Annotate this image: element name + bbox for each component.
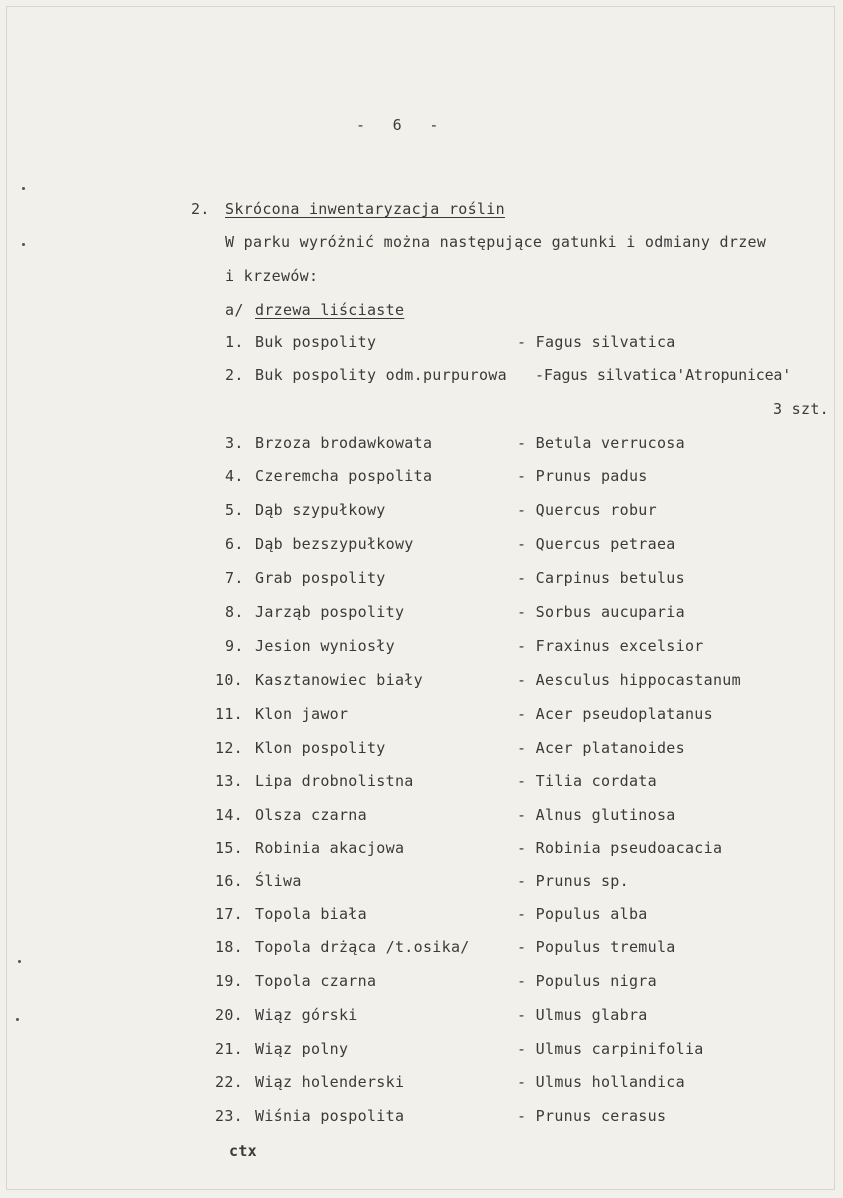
species-number: 6. — [225, 535, 244, 553]
species-number: 20. — [215, 1006, 243, 1024]
species-number: 21. — [215, 1040, 243, 1058]
species-number: 8. — [225, 603, 244, 621]
species-number: 16. — [215, 872, 243, 890]
species-latin-name: - Populus tremula — [517, 938, 676, 956]
species-polish-name: Lipa drobnolistna — [255, 772, 414, 790]
species-latin-name: - Carpinus betulus — [517, 569, 685, 587]
species-polish-name: Grab pospolity — [255, 569, 386, 587]
species-number: 14. — [215, 806, 243, 824]
species-polish-name: Czeremcha pospolita — [255, 467, 433, 485]
species-number: 18. — [215, 938, 243, 956]
species-number: 15. — [215, 839, 243, 857]
species-latin-name: - Tilia cordata — [517, 772, 657, 790]
species-polish-name: Topola czarna — [255, 972, 377, 990]
species-polish-name: Buk pospolity odm.purpurowa — [255, 366, 507, 384]
species-number: 11. — [215, 705, 243, 723]
species-polish-name: Topola biała — [255, 905, 367, 923]
species-polish-name: Olsza czarna — [255, 806, 367, 824]
intro-line-1: W parku wyróżnić można następujące gatunki i odmiany drzew — [225, 233, 767, 251]
species-latin-name: - Ulmus glabra — [517, 1006, 648, 1024]
species-latin-name: - Betula verrucosa — [517, 434, 685, 452]
species-polish-name: Robinia akacjowa — [255, 839, 405, 857]
species-number: 1. — [225, 333, 244, 351]
species-latin-name: - Ulmus carpinifolia — [517, 1040, 704, 1058]
species-number: 10. — [215, 671, 243, 689]
species-latin-name: - Prunus sp. — [517, 872, 629, 890]
species-polish-name: Buk pospolity — [255, 333, 377, 351]
species-latin-name: - Prunus cerasus — [517, 1107, 667, 1125]
subsection-marker: a/ — [225, 301, 244, 319]
species-polish-name: Brzoza brodawkowata — [255, 434, 433, 452]
species-polish-name: Kasztanowiec biały — [255, 671, 423, 689]
margin-dot — [22, 187, 25, 190]
species-latin-name: - Robinia pseudoacacia — [517, 839, 723, 857]
section-number: 2. — [191, 200, 210, 218]
species-latin-name: - Fagus silvatica — [517, 333, 676, 351]
species-polish-name: Wiąz górski — [255, 1006, 358, 1024]
species-latin-name: - Populus alba — [517, 905, 648, 923]
species-latin-name: - Quercus robur — [517, 501, 657, 519]
species-number: 9. — [225, 637, 244, 655]
species-number: 23. — [215, 1107, 243, 1125]
species-latin-name: - Acer pseudoplatanus — [517, 705, 713, 723]
species-latin-name: -Fagus silvatica'Atropunicea' — [535, 366, 792, 384]
species-number: 2. — [225, 366, 244, 384]
species-latin-name: - Prunus padus — [517, 467, 648, 485]
margin-dot — [18, 960, 21, 963]
species-latin-name: - Populus nigra — [517, 972, 657, 990]
species-number: 5. — [225, 501, 244, 519]
species-number: 7. — [225, 569, 244, 587]
species-latin-name: - Aesculus hippocastanum — [517, 671, 741, 689]
species-latin-name: - Fraxinus excelsior — [517, 637, 704, 655]
species-polish-name: Śliwa — [255, 872, 302, 890]
species-polish-name: Klon pospolity — [255, 739, 386, 757]
intro-line-2: i krzewów: — [225, 267, 319, 285]
continuation-mark: ctx — [229, 1142, 257, 1160]
species-latin-name: - Ulmus hollandica — [517, 1073, 685, 1091]
species-polish-name: Wiąz polny — [255, 1040, 349, 1058]
species-number: 13. — [215, 772, 243, 790]
species-number: 19. — [215, 972, 243, 990]
species-latin-name: - Alnus glutinosa — [517, 806, 676, 824]
species-latin-name: - Acer platanoides — [517, 739, 685, 757]
species-polish-name: Dąb szypułkowy — [255, 501, 386, 519]
page-border — [6, 6, 835, 1190]
species-polish-name: Jesion wyniosły — [255, 637, 395, 655]
species-polish-name: Wiśnia pospolita — [255, 1107, 405, 1125]
species-note: 3 szt. — [773, 400, 829, 418]
subsection-title: drzewa liściaste — [255, 301, 405, 319]
margin-dot — [22, 243, 25, 246]
species-polish-name: Klon jawor — [255, 705, 349, 723]
species-number: 3. — [225, 434, 244, 452]
species-latin-name: - Sorbus aucuparia — [517, 603, 685, 621]
species-number: 4. — [225, 467, 244, 485]
margin-dot — [16, 1018, 19, 1021]
section-title: Skrócona inwentaryzacja roślin — [225, 200, 505, 218]
species-number: 17. — [215, 905, 243, 923]
species-latin-name: - Quercus petraea — [517, 535, 676, 553]
species-polish-name: Dąb bezszypułkowy — [255, 535, 414, 553]
page-number: - 6 - — [356, 116, 439, 134]
species-number: 22. — [215, 1073, 243, 1091]
species-polish-name: Topola drżąca /t.osika/ — [255, 938, 470, 956]
species-polish-name: Wiąz holenderski — [255, 1073, 405, 1091]
species-number: 12. — [215, 739, 243, 757]
species-polish-name: Jarząb pospolity — [255, 603, 405, 621]
